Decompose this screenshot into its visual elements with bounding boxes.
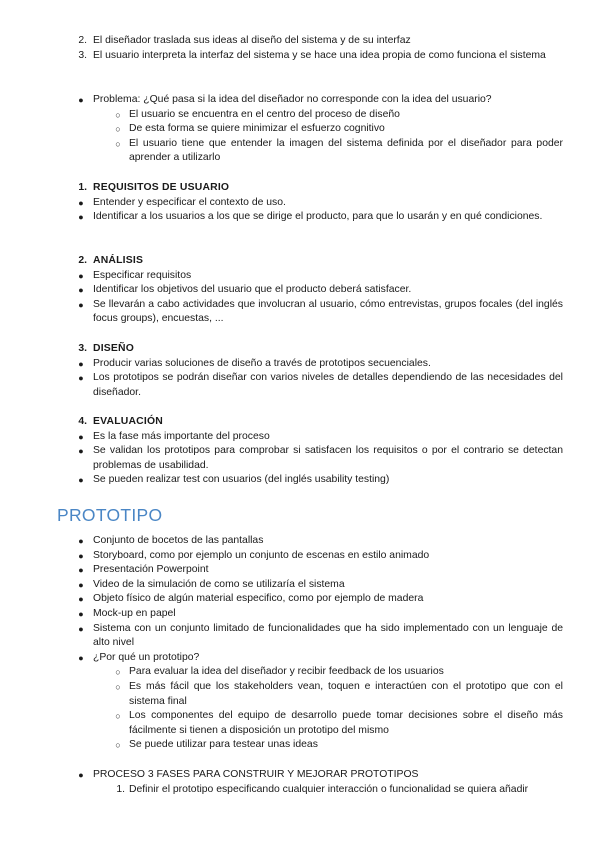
section-heading <box>0 342 600 357</box>
list-item-text: Conjunto de bocetos de las pantallas <box>93 535 264 546</box>
list-item-text: Video de la simulación de como se utilizaría el sistema <box>93 578 345 590</box>
bullet-icon: ● <box>78 550 84 561</box>
sub-list-item-text: De esta forma se quiere minimizar el esfuerzo cognitivo <box>129 123 385 135</box>
bullet-icon: ● <box>78 358 84 369</box>
bullet-icon: ● <box>78 95 84 105</box>
proceso-block <box>0 768 600 797</box>
prototipo-heading: PROTOTIPO <box>57 505 163 525</box>
list-number: 3. <box>78 49 87 61</box>
list-item-text: Mock-up en papel <box>93 607 176 619</box>
circle-bullet-icon: ○ <box>115 740 121 751</box>
proceso-title: PROCESO 3 FASES PARA CONSTRUIR Y MEJORAR PROTOTIPOS <box>93 769 419 780</box>
section-requisitos <box>0 181 600 225</box>
list-item <box>0 269 600 284</box>
list-number: 2. <box>78 35 87 46</box>
sub-list-item <box>0 709 600 738</box>
list-item-text: Sistema con un conjunto limitado de funcionalidades que ha sido implementado con un lenguaje de alto nivel <box>93 622 563 649</box>
section-title: REQUISITOS DE USUARIO <box>93 182 230 193</box>
section-heading <box>0 254 600 269</box>
list-item <box>0 430 600 445</box>
list-item-text: Identificar a los usuarios a los que se dirige el producto, para que lo usarán y en qué condiciones. <box>93 211 543 223</box>
list-item <box>0 651 600 666</box>
sub-list-item-text: Los componentes del equipo de desarrollo puede tomar decisiones sobre el diseño más fácilmente si tienen a disposición un prototipo del mismo <box>129 710 563 736</box>
bullet-icon: ● <box>78 608 84 619</box>
list-number: 1. <box>116 783 125 795</box>
bullet-icon: ● <box>78 594 84 605</box>
bullet-icon: ● <box>78 565 84 576</box>
list-item <box>0 592 600 607</box>
sub-list-item <box>0 108 600 123</box>
problema-text: Problema: ¿Qué pasa si la idea del diseñador no corresponde con la idea del usuario? <box>93 94 492 105</box>
section-number: 3. <box>78 343 87 354</box>
circle-bullet-icon: ○ <box>115 711 121 722</box>
list-item-text: Se validan los prototipos para comprobar si satisfacen los requisitos o por el contrario se detectan problemas de usabilidad. <box>93 445 563 471</box>
list-item <box>0 578 600 593</box>
section-heading <box>0 181 600 196</box>
list-item-text: ¿Por qué un prototipo? <box>93 651 200 663</box>
circle-bullet-icon: ○ <box>115 138 121 149</box>
list-item-text: Se llevarán a cabo actividades que involucran al usuario, cómo entrevistas, grupos focales (del inglés focus groups), encuestas, ... <box>93 298 563 325</box>
section-analisis <box>0 254 600 327</box>
section-heading <box>0 415 600 430</box>
sub-list-item <box>0 680 600 709</box>
list-item-text: Storyboard, como por ejemplo un conjunto de escenas en estilo animado <box>93 549 430 561</box>
list-item-text: Identificar los objetivos del usuario que el producto deberá satisfacer. <box>93 284 412 296</box>
list-item-text: Es la fase más importante del proceso <box>93 430 270 442</box>
circle-bullet-icon: ○ <box>115 124 121 135</box>
sub-list-item-text: Para evaluar la idea del diseñador y recibir feedback de los usuarios <box>129 666 444 678</box>
list-item <box>0 93 600 108</box>
sub-list-item <box>0 783 600 798</box>
list-item <box>0 444 600 473</box>
list-item <box>0 283 600 298</box>
list-item <box>0 607 600 622</box>
list-item <box>0 563 600 578</box>
list-item <box>0 298 600 327</box>
list-item <box>0 49 600 64</box>
list-item <box>0 34 600 49</box>
list-item-text: Entender y especificar el contexto de uso. <box>93 196 286 208</box>
sub-list-item-text: El usuario tiene que entender la imagen del sistema definida por el diseñador para poder aprender a utilizarlo <box>129 137 563 164</box>
section-number: 1. <box>78 182 87 193</box>
problema-block <box>0 93 600 166</box>
bullet-icon: ● <box>78 446 84 457</box>
bullet-icon: ● <box>78 270 84 281</box>
sub-list-item-text: Se puede utilizar para testear unas ideas <box>129 739 318 751</box>
sub-list-item <box>0 738 600 753</box>
bullet-icon: ● <box>78 536 84 546</box>
section-title: DISEÑO <box>93 343 135 354</box>
list-item-text: El diseñador traslada sus ideas al diseño del sistema y de su interfaz <box>93 35 411 46</box>
top-numbered-list <box>0 34 600 63</box>
sub-list-item <box>0 122 600 137</box>
list-item <box>0 357 600 372</box>
sub-list-item-text: El usuario se encuentra en el centro del proceso de diseño <box>129 108 400 120</box>
sub-list-item-text: Definir el prototipo especificando cualquier interacción o funcionalidad se quiera añadir <box>129 783 529 795</box>
list-item <box>0 768 600 783</box>
bullet-icon: ● <box>78 212 84 223</box>
list-item-text: Los prototipos se podrán diseñar con varios niveles de detalles dependiendo de las necesidades del diseñador. <box>93 372 563 398</box>
bullet-icon: ● <box>78 652 84 663</box>
bullet-icon: ● <box>78 299 84 310</box>
section-diseno <box>0 342 600 400</box>
list-item-text: Presentación Powerpoint <box>93 564 209 576</box>
sub-list-item <box>0 137 600 166</box>
list-item <box>0 371 600 400</box>
list-item-text: Especificar requisitos <box>93 269 192 281</box>
list-item <box>0 534 600 549</box>
bullet-icon: ● <box>78 475 84 486</box>
sub-list-item-text: Es más fácil que los stakeholders vean, toquen e interactúen con el prototipo que con el sistema final <box>129 680 563 707</box>
section-title: ANÁLISIS <box>93 255 144 266</box>
bullet-icon: ● <box>78 623 84 634</box>
prototipo-list <box>0 534 600 753</box>
list-item <box>0 210 600 225</box>
circle-bullet-icon: ○ <box>115 681 121 692</box>
bullet-icon: ● <box>78 431 84 442</box>
list-item <box>0 549 600 564</box>
bullet-icon: ● <box>78 285 84 296</box>
list-item <box>0 473 600 488</box>
sub-list-item <box>0 665 600 680</box>
bullet-icon: ● <box>78 770 84 780</box>
list-item-text: El usuario interpreta la interfaz del sistema y se hace una idea propia de como funciona el sistema <box>93 49 546 61</box>
section-evaluacion <box>0 415 600 488</box>
circle-bullet-icon: ○ <box>115 109 121 120</box>
section-number: 4. <box>78 416 87 427</box>
bullet-icon: ● <box>78 373 84 384</box>
section-title: EVALUACIÓN <box>93 416 163 427</box>
list-item <box>0 196 600 211</box>
bullet-icon: ● <box>78 197 84 208</box>
bullet-icon: ● <box>78 579 84 590</box>
list-item-text: Producir varias soluciones de diseño a través de prototipos secuenciales. <box>93 357 431 369</box>
list-item <box>0 622 600 651</box>
list-item-text: Se pueden realizar test con usuarios (del inglés usability testing) <box>93 474 390 486</box>
section-number: 2. <box>78 255 87 266</box>
list-item-text: Objeto físico de algún material especifico, como por ejemplo de madera <box>93 593 424 605</box>
circle-bullet-icon: ○ <box>115 667 121 678</box>
